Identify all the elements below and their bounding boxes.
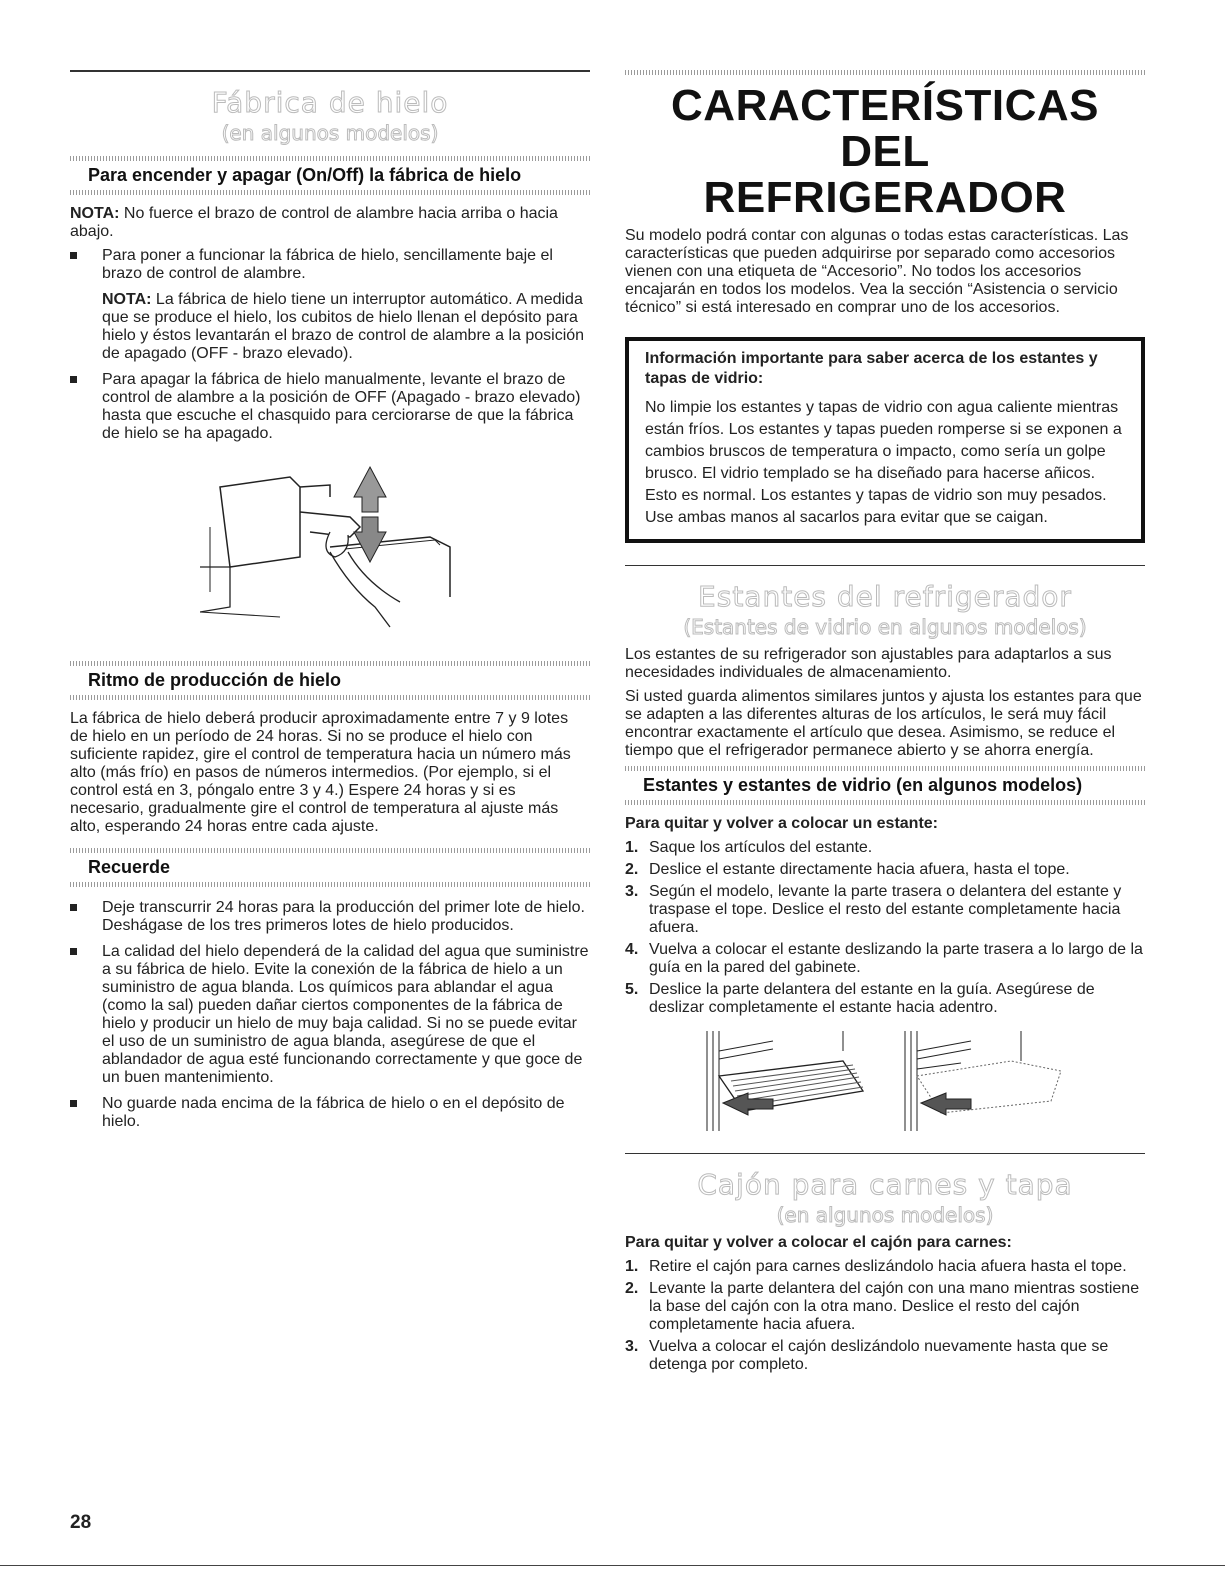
ice-maker-title: Fábrica de hielo [211, 86, 449, 119]
glass-warning-box [625, 337, 1145, 543]
list-item: La calidad del hielo dependerá de la calidad del agua que suministre a su fábrica de hielo. Evite la conexión de la fábrica de hielo a un suministro de agua blanda. Los químicos para ablandar el agua (como la sal) pueden dañar ciertos componentes de la fábrica de hielo y producir un hielo de muy baja calidad. Si no se puede evitar el uso de un suministro de agua blanda, asegúrese de que el ablandador de agua esté funcionando correctamente y que goce de un buen mantenimiento. [70, 943, 590, 1087]
list-item: 3. Vuelva a colocar el cajón deslizándolo nuevamente hasta que se detenga por completo. [625, 1338, 1109, 1373]
shelves-title-block [625, 580, 1145, 640]
crisper-steps [625, 1258, 1145, 1374]
top-rule [70, 70, 590, 72]
remove-shelf-heading: Para quitar y volver a colocar un estante: [625, 815, 939, 832]
ice-maker-subtitle: (en algunos modelos) [221, 121, 439, 145]
list-item: Para poner a funcionar la fábrica de hielo, sencillamente baje el brazo de control de alambre. [70, 247, 590, 283]
remember-list [70, 899, 590, 1131]
bottom-rule [0, 1565, 1225, 1566]
onoff-list [70, 247, 590, 283]
page-title: CARACTERÍSTICAS DEL REFRIGERADOR [671, 81, 1099, 222]
divider [70, 848, 590, 853]
section-rule [625, 565, 1145, 566]
shelves-title: Estantes del refrigerador [698, 580, 1072, 613]
list-item: 1. Saque los artículos del estante. [625, 839, 873, 856]
divider [70, 156, 590, 161]
shelves-paragraph: Si usted guarda alimentos similares juntos y ajusta los estantes para que se adapten a las diferentes alturas de los artículos, le será muy fácil encontrar exactamente el artículo que desea. Asimismo, se reduce el tiempo que el refrigerador permanece abierto y se ahorra energía. [625, 688, 1142, 759]
list-item: Deje transcurrir 24 horas para la producción del primer lote de hielo. Deshágase de los tres primeros lotes de hielo producidos. [70, 899, 590, 935]
remember-heading: Recuerde [88, 857, 171, 877]
crisper-title: Cajón para carnes y tapa [697, 1168, 1073, 1201]
list-item: No guarde nada encima de la fábrica de hielo o en el depósito de hielo. [70, 1095, 590, 1131]
rate-heading: Ritmo de producción de hielo [88, 670, 342, 690]
page-number: 28 [70, 1512, 92, 1533]
list-item: Para apagar la fábrica de hielo manualmente, levante el brazo de control de alambre a la posición de OFF (Apagado - brazo elevado) hasta que escuche el chasquido para cerciorarse de que la fábrica de hielo se ha apagado. [70, 371, 590, 443]
shelves-paragraph: Los estantes de su refrigerador son ajustables para adaptarlos a sus necesidades individuales de almacenamiento. [625, 646, 1112, 681]
onoff-heading: Para encender y apagar (On/Off) la fábrica de hielo [88, 165, 522, 185]
divider [70, 695, 590, 700]
rate-paragraph: La fábrica de hielo deberá producir aproximadamente entre 7 y 9 lotes de hielo en un período de 24 horas. Si no se produce el hielo con suficiente rapidez, gire el control de temperatura hacia un número más alto (más frío) en pasos de números intermedios. (Por ejemplo, si el control está en 3, póngalo entre 3 y 4.) Espere 24 horas y si es necesario, gradualmente gire el control de temperatura al ajuste más alto, esperando 24 horas entre cada ajuste. [70, 710, 571, 835]
glass-shelf-illustration [901, 1031, 1081, 1131]
list-item: 2. Levante la parte delantera del cajón con una mano mientras sostiene la base del cajón con la otra mano. Deslice el resto del cajón completamente hacia afuera. [625, 1280, 1140, 1333]
shelf-steps [625, 839, 1145, 1017]
divider [70, 190, 590, 195]
ice-maker-illustration [200, 457, 590, 647]
divider [70, 882, 590, 887]
warning-heading: Información importante para saber acerca de los estantes y tapas de vidrio: [645, 350, 1098, 387]
crisper-title-block [625, 1168, 1145, 1228]
list-item: 4. Vuelva a colocar el estante deslizando la parte trasera a lo largo de la guía en la pared del gabinete. [625, 941, 1143, 976]
glass-shelves-heading: Estantes y estantes de vidrio (en algunos modelos) [643, 775, 1083, 795]
warning-text: No limpie los estantes y tapas de vidrio con agua caliente mientras están fríos. Los estantes y tapas pueden romperse si se exponen a cambios bruscos de temperatura o impacto, como sería un golpe brusco. El vidrio templado se ha diseñado para hacerse añicos. Esto es normal. Los estantes y tapas de vidrio son muy pesados. Use ambas manos al sacarlos para evitar que se caigan. [645, 399, 1122, 526]
list-item: 1. Retire el cajón para carnes deslizándolo hacia afuera hasta el tope. [625, 1258, 1127, 1275]
shelves-subtitle: (Estantes de vidrio en algunos modelos) [683, 615, 1087, 639]
list-item: 5. Deslice la parte delantera del estante en la guía. Asegúrese de deslizar completamente el estante hacia adentro. [625, 981, 1095, 1016]
list-item: 3. Según el modelo, levante la parte trasera o delantera del estante y traspase el tope. Deslice el resto del estante completamente hacia afuera. [625, 883, 1122, 936]
ice-maker-title-block [70, 86, 590, 146]
note-paragraph: NOTA: La fábrica de hielo tiene un interruptor automático. A medida que se produce el hielo, los cubitos de hielo llenan el depósito para hielo y éstos levantarán el brazo de control de alambre a la posición de apagado (OFF - brazo elevado). [102, 291, 585, 362]
crisper-subtitle: (en algunos modelos) [776, 1203, 994, 1227]
intro-paragraph: Su modelo podrá contar con algunas o todas estas características. Las características que pueden adquirirse por separado como accesorios vienen con una etiqueta de “Accesorio”. No todos los accesorios encajarán en todos los modelos. Vea la sección “Asistencia o servicio técnico” si está interesado en comprar uno de los accesorios. [625, 227, 1129, 316]
wire-shelf-illustration [703, 1031, 883, 1131]
note-paragraph: NOTA: No fuerce el brazo de control de alambre hacia arriba o hacia abajo. [70, 205, 558, 240]
left-column [70, 70, 590, 1139]
right-column [625, 70, 1145, 1378]
divider [625, 70, 1145, 75]
list-item: 2. Deslice el estante directamente hacia afuera, hasta el tope. [625, 861, 1070, 878]
section-rule [625, 1153, 1145, 1154]
divider [70, 661, 590, 666]
divider [625, 800, 1145, 805]
divider [625, 766, 1145, 771]
onoff-list-2 [70, 371, 590, 443]
remove-crisper-heading: Para quitar y volver a colocar el cajón para carnes: [625, 1234, 1012, 1251]
shelf-illustrations [703, 1031, 1145, 1131]
